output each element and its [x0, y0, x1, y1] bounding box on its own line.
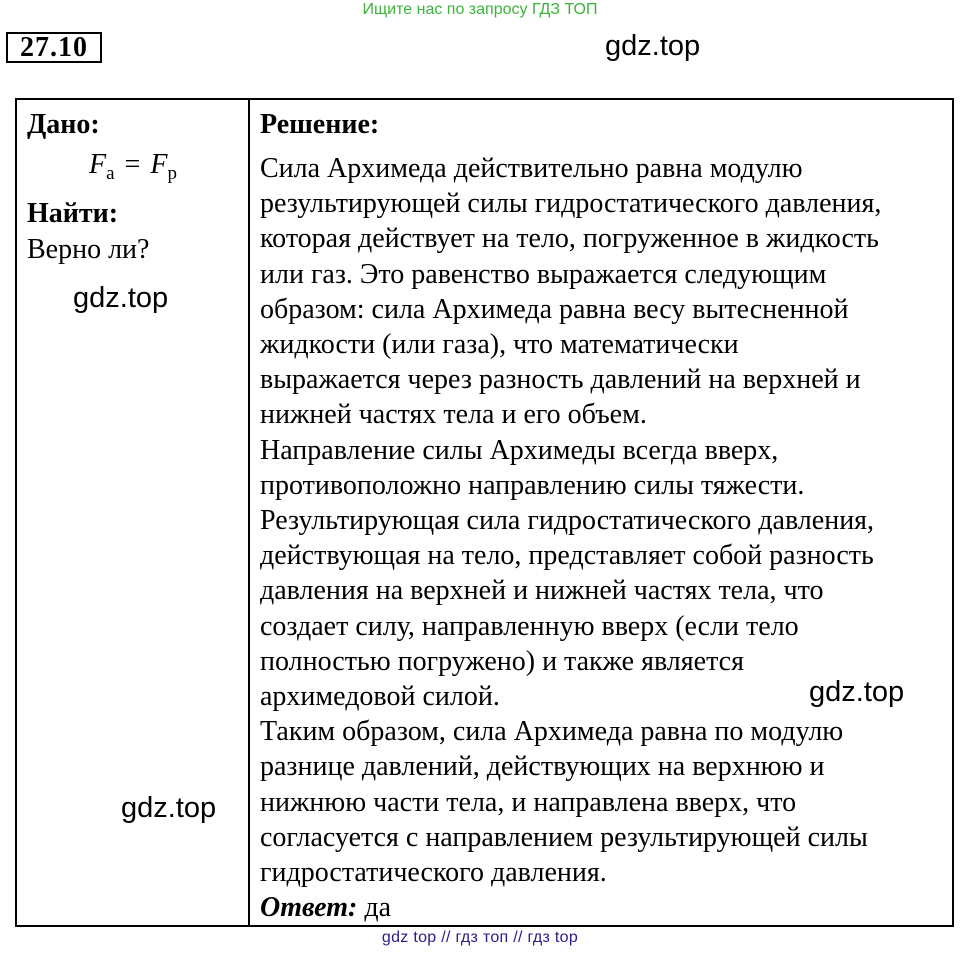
solution-line: Таким образом, сила Архимеда равна по модулю — [260, 716, 844, 748]
solution-title: Решение: — [260, 109, 380, 140]
task-number: 27.10 — [6, 32, 102, 63]
solution-line: Результирующая сила гидростатического давления, — [260, 505, 875, 537]
solution-line: разнице давлений, действующих на верхнюю и — [260, 751, 825, 783]
formula-left-var: F — [89, 149, 107, 180]
solution-line: выражается через разность давлений на верхней и — [260, 364, 861, 396]
solution-paragraph — [260, 433, 952, 503]
formula-right-sub: p — [167, 163, 177, 184]
solution-line: полностью погружено) и также является — [260, 645, 744, 677]
solution-line: или газ. Это равенство выражается следующим — [260, 258, 827, 290]
solution-line: Направление силы Архимеды всегда вверх, — [260, 434, 779, 466]
solution-line: нижнюю части тела, и направлена вверх, что — [260, 786, 797, 818]
solution-line: противоположно направлению силы тяжести. — [260, 469, 805, 501]
solution-line: давления на верхней и нижней частях тела, что — [260, 575, 824, 607]
watermark: gdz.top — [73, 282, 169, 314]
solution-line: которая действует на тело, погруженное в жидкость — [260, 223, 879, 255]
solution-line: нижней частях тела и его объем. — [260, 399, 647, 431]
formula-equals: = — [124, 149, 141, 180]
answer-label: Ответ: — [260, 892, 358, 924]
answer-line — [260, 890, 952, 925]
solution-line: жидкости (или газа), что математически — [260, 329, 739, 361]
find-title: Найти: — [27, 198, 119, 229]
answer-value: да — [364, 892, 392, 924]
solution-line: действующая на тело, представляет собой разность — [260, 540, 874, 572]
solution-line: образом: сила Архимеда равна весу вытесненной — [260, 293, 849, 325]
top-banner: Ищите нас по запросу ГДЗ ТОП — [362, 1, 598, 18]
solution-line: Сила Архимеда действительно равна модулю — [260, 153, 803, 184]
solution-paragraph — [260, 714, 952, 890]
solution-column — [249, 99, 953, 926]
watermark: gdz.top — [809, 676, 905, 708]
solution-line: архимедовой силой. — [260, 681, 500, 713]
solution-paragraph — [260, 151, 952, 433]
find-text: Верно ли? — [27, 234, 150, 265]
watermark: gdz.top — [121, 792, 217, 824]
watermark: gdz.top — [605, 30, 701, 62]
solution-line: результирующей силы гидростатического давления, — [260, 188, 882, 220]
given-title: Дано: — [27, 109, 100, 140]
solution-line: гидростатического давления. — [260, 857, 607, 889]
footer-links: gdz top // гдз топ // гдз top — [381, 929, 579, 946]
formula-right-var: F — [150, 149, 168, 180]
given-formula — [27, 143, 248, 196]
formula-left-sub: a — [106, 163, 115, 184]
solution-line: согласуется с направлением результирующей силы — [260, 821, 868, 853]
solution-line: создает силу, направленную вверх (если тело — [260, 610, 799, 642]
